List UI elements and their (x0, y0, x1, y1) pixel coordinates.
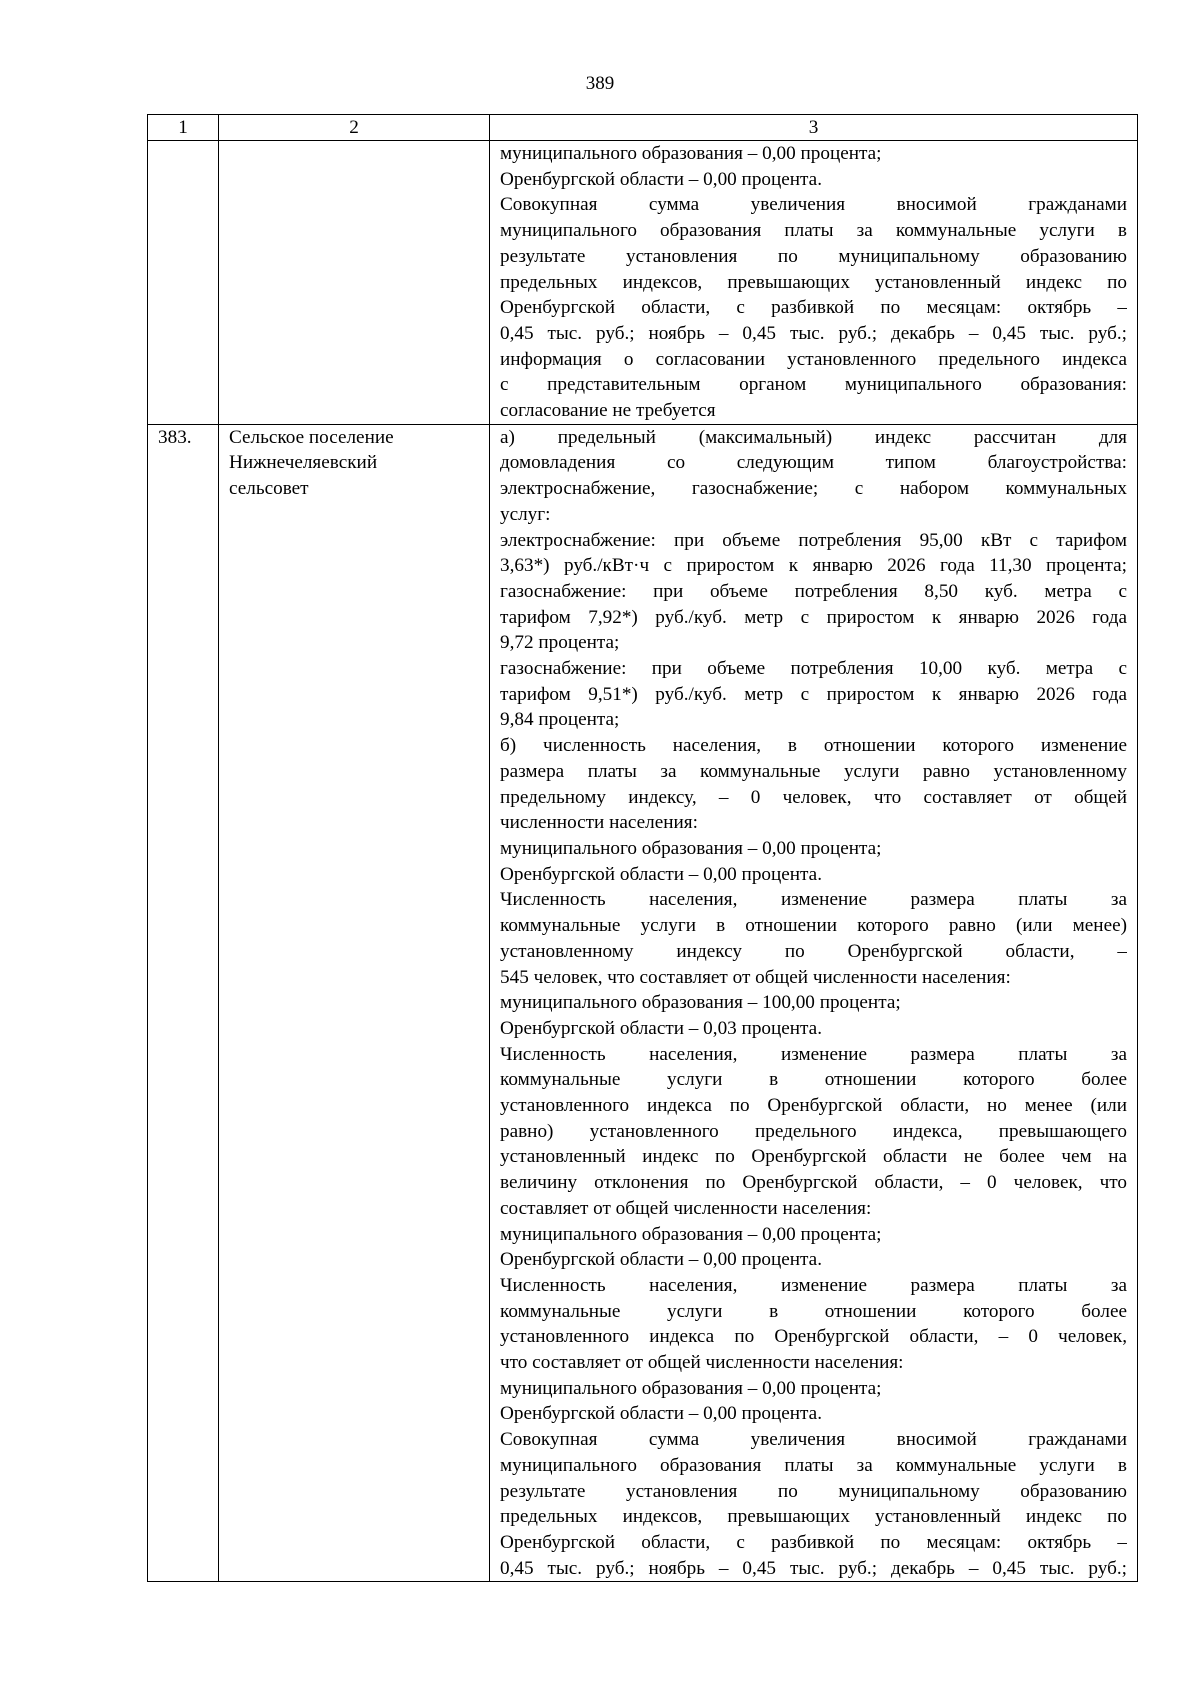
content-line: газоснабжение: при объеме потребления 10,00 куб. метра с (500, 658, 1127, 680)
content-line: информация о согласовании установленного предельного индекса (500, 348, 1127, 370)
municipality-name-line: Сельское поселение (229, 426, 394, 448)
content-line: что составляет от общей численности населения: (500, 1352, 904, 1374)
content-line: Численность населения, изменение размера платы за (500, 1274, 1127, 1296)
content-line: установленный индекс по Оренбургской области не более чем на (500, 1146, 1127, 1168)
column-header-3: 3 (490, 115, 1138, 141)
content-line: Оренбургской области, с разбивкой по месяцам: октябрь – (500, 1531, 1127, 1553)
content-line: 9,72 процента; (500, 632, 620, 654)
content-line: составляет от общей численности населения: (500, 1197, 872, 1219)
row-number: 383. (148, 424, 219, 1582)
content-line: 3,63*) руб./кВт·ч с приростом к январю 2026 года 11,30 процента; (500, 555, 1127, 577)
content-line: равно) установленного предельного индекса, превышающего (500, 1120, 1127, 1142)
content-line: тарифом 7,92*) руб./куб. метр с приростом к январю 2026 года (500, 606, 1127, 628)
content-line: муниципального образования – 0,00 процента; (500, 837, 882, 859)
page-number: 389 (585, 73, 615, 94)
table-row (148, 424, 1138, 1582)
column-header-1: 1 (148, 115, 219, 141)
content-line: Совокупная сумма увеличения вносимой гражданами (500, 1429, 1127, 1451)
row-content (490, 424, 1138, 1582)
content-line: результате установления по муниципальному образованию (500, 1480, 1127, 1502)
content-line: муниципального образования платы за коммунальные услуги в (500, 220, 1127, 242)
content-line: муниципального образования – 0,00 процента; (500, 143, 882, 164)
content-line: услуг: (500, 503, 551, 525)
content-line: муниципального образования – 0,00 процента; (500, 1377, 882, 1399)
content-line: установленного индекса по Оренбургской области, – 0 человек, (500, 1326, 1127, 1348)
content-line: предельному индексу, – 0 человек, что составляет от общей (500, 786, 1127, 808)
column-header-2: 2 (219, 115, 490, 141)
content-line: коммунальные услуги в отношении которого более (500, 1300, 1127, 1322)
row-number (148, 141, 219, 425)
content-line: муниципального образования – 0,00 процента; (500, 1223, 882, 1245)
content-line: численности населения: (500, 812, 698, 834)
content-line: предельных индексов, превышающих установленный индекс по (500, 1506, 1127, 1528)
content-line: коммунальные услуги в отношении которого более (500, 1069, 1127, 1091)
content-line: Оренбургской области, с разбивкой по месяцам: октябрь – (500, 297, 1127, 319)
content-line: Численность населения, изменение размера платы за (500, 1043, 1127, 1065)
content-line: величину отклонения по Оренбургской области, – 0 человек, что (500, 1172, 1127, 1194)
table-body (148, 141, 1138, 1582)
content-line: коммунальные услуги в отношении которого равно (или менее) (500, 915, 1127, 937)
content-line: Оренбургской области – 0,03 процента. (500, 1017, 822, 1039)
row-content (490, 141, 1138, 425)
content-line: 9,84 процента; (500, 709, 620, 731)
content-line: установленного индекса по Оренбургской области, но менее (или (500, 1095, 1127, 1117)
content-line: электроснабжение: при объеме потребления 95,00 кВт с тарифом (500, 529, 1127, 551)
content-line: 0,45 тыс. руб.; ноябрь – 0,45 тыс. руб.; декабрь – 0,45 тыс. руб.; (500, 322, 1127, 344)
content-line: Оренбургской области – 0,00 процента. (500, 1249, 822, 1271)
table-row (148, 141, 1138, 425)
content-line: результате установления по муниципальному образованию (500, 245, 1127, 267)
content-line: согласование не требуется (500, 400, 716, 422)
content-line: домовладения со следующим типом благоустройства: (500, 452, 1127, 474)
content-line: предельных индексов, превышающих установленный индекс по (500, 271, 1127, 293)
content-line: 545 человек, что составляет от общей численности населения: (500, 966, 1011, 988)
table-header-row (148, 115, 1138, 141)
content-line: а) предельный (максимальный) индекс рассчитан для (500, 426, 1127, 448)
content-line: размера платы за коммунальные услуги равно установленному (500, 760, 1127, 782)
content-line: Оренбургской области – 0,00 процента. (500, 863, 822, 885)
content-line: Численность населения, изменение размера платы за (500, 889, 1127, 911)
content-line: б) численность населения, в отношении которого изменение (500, 735, 1127, 757)
content-line: установленному индексу по Оренбургской области, – (500, 940, 1127, 962)
municipality-name-line: Нижнечеляевский (229, 452, 378, 474)
content-line: Совокупная сумма увеличения вносимой гражданами (500, 194, 1127, 216)
content-line: Оренбургской области – 0,00 процента. (500, 1403, 822, 1425)
content-line: Оренбургской области – 0,00 процента. (500, 168, 822, 190)
content-line: с представительным органом муниципального образования: (500, 374, 1127, 396)
content-line: 0,45 тыс. руб.; ноябрь – 0,45 тыс. руб.; декабрь – 0,45 тыс. руб.; (500, 1557, 1127, 1579)
indices-table (147, 114, 1138, 1582)
municipality-name (219, 424, 490, 1582)
content-line: муниципального образования платы за коммунальные услуги в (500, 1454, 1127, 1476)
content-line: газоснабжение: при объеме потребления 8,50 куб. метра с (500, 580, 1127, 602)
content-line: электроснабжение, газоснабжение; с набором коммунальных (500, 478, 1127, 500)
content-line: тарифом 9,51*) руб./куб. метр с приростом к январю 2026 года (500, 683, 1127, 705)
content-line: муниципального образования – 100,00 процента; (500, 992, 901, 1014)
municipality-name (219, 141, 490, 425)
municipality-name-line: сельсовет (229, 478, 309, 500)
